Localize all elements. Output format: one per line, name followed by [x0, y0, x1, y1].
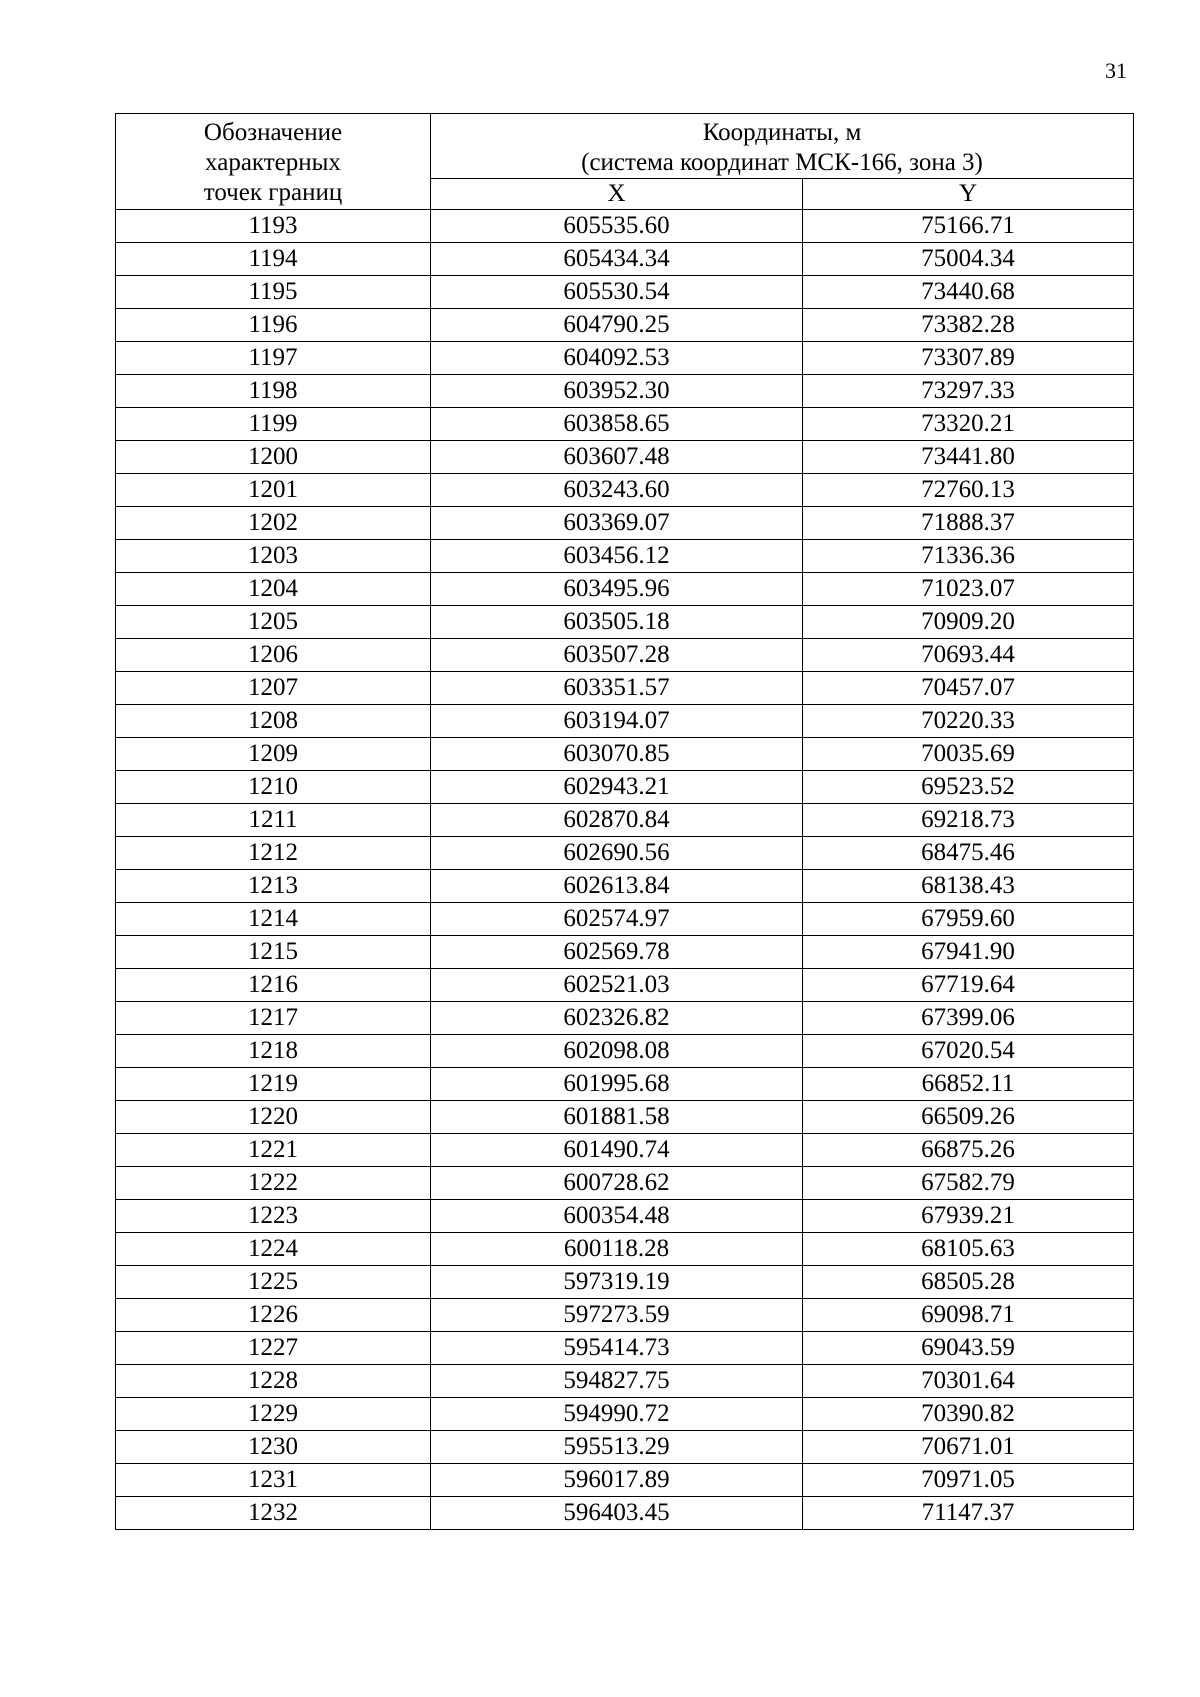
y-coordinate-cell: 70035.69 — [803, 738, 1134, 771]
table-row — [116, 1332, 1134, 1365]
y-coordinate-cell: 68505.28 — [803, 1266, 1134, 1299]
y-coordinate-cell: 71023.07 — [803, 573, 1134, 606]
x-coordinate-cell: 594827.75 — [431, 1365, 803, 1398]
point-number-cell: 1224 — [116, 1233, 431, 1266]
x-coordinate-cell: 603351.57 — [431, 672, 803, 705]
x-coordinate-cell: 595414.73 — [431, 1332, 803, 1365]
table-row — [116, 1497, 1134, 1530]
point-number-cell: 1231 — [116, 1464, 431, 1497]
table-row — [116, 1200, 1134, 1233]
x-coordinate-cell: 603495.96 — [431, 573, 803, 606]
point-number-cell: 1216 — [116, 969, 431, 1002]
coordinate-system-subtitle: (система координат МСК-166, зона 3) — [581, 149, 983, 176]
y-coordinate-cell: 67020.54 — [803, 1035, 1134, 1068]
y-column-header: Y — [803, 179, 1134, 210]
point-number-cell: 1232 — [116, 1497, 431, 1530]
table-body — [116, 210, 1134, 1530]
x-coordinate-cell: 603952.30 — [431, 375, 803, 408]
table-row — [116, 606, 1134, 639]
y-coordinate-cell: 70301.64 — [803, 1365, 1134, 1398]
point-number-cell: 1223 — [116, 1200, 431, 1233]
x-coordinate-cell: 603505.18 — [431, 606, 803, 639]
y-coordinate-cell: 72760.13 — [803, 474, 1134, 507]
coordinates-table — [115, 113, 1134, 1530]
y-coordinate-cell: 67941.90 — [803, 936, 1134, 969]
table-row — [116, 870, 1134, 903]
table-row — [116, 672, 1134, 705]
x-coordinate-cell: 602613.84 — [431, 870, 803, 903]
table-row — [116, 474, 1134, 507]
coordinates-title: Координаты, м — [702, 119, 862, 146]
table-row — [116, 771, 1134, 804]
table-row — [116, 573, 1134, 606]
point-designation-header: Обозначение характерных точек границ — [116, 114, 431, 210]
table-row — [116, 276, 1134, 309]
x-coordinate-cell: 602870.84 — [431, 804, 803, 837]
y-coordinate-cell: 70693.44 — [803, 639, 1134, 672]
y-coordinate-cell: 67719.64 — [803, 969, 1134, 1002]
table-row — [116, 1134, 1134, 1167]
y-coordinate-cell: 70971.05 — [803, 1464, 1134, 1497]
point-number-cell: 1193 — [116, 210, 431, 243]
point-number-cell: 1213 — [116, 870, 431, 903]
point-number-cell: 1229 — [116, 1398, 431, 1431]
table-row — [116, 903, 1134, 936]
point-number-cell: 1203 — [116, 540, 431, 573]
point-number-cell: 1206 — [116, 639, 431, 672]
point-number-cell: 1209 — [116, 738, 431, 771]
x-coordinate-cell: 595513.29 — [431, 1431, 803, 1464]
point-number-cell: 1219 — [116, 1068, 431, 1101]
x-coordinate-cell: 602569.78 — [431, 936, 803, 969]
point-number-cell: 1212 — [116, 837, 431, 870]
table-row — [116, 1002, 1134, 1035]
table-row — [116, 1068, 1134, 1101]
x-coordinate-cell: 601881.58 — [431, 1101, 803, 1134]
table-row — [116, 210, 1134, 243]
y-coordinate-cell: 75166.71 — [803, 210, 1134, 243]
page-number: 31 — [1105, 58, 1127, 83]
x-coordinate-cell: 603456.12 — [431, 540, 803, 573]
table-row — [116, 969, 1134, 1002]
point-number-cell: 1199 — [116, 408, 431, 441]
x-coordinate-cell: 605434.34 — [431, 243, 803, 276]
point-number-cell: 1202 — [116, 507, 431, 540]
point-number-cell: 1200 — [116, 441, 431, 474]
y-coordinate-cell: 67399.06 — [803, 1002, 1134, 1035]
x-coordinate-cell: 603070.85 — [431, 738, 803, 771]
point-number-cell: 1211 — [116, 804, 431, 837]
point-number-cell: 1195 — [116, 276, 431, 309]
table-row — [116, 408, 1134, 441]
x-column-header: X — [431, 179, 803, 210]
y-coordinate-cell: 73382.28 — [803, 309, 1134, 342]
point-number-cell: 1225 — [116, 1266, 431, 1299]
point-number-cell: 1221 — [116, 1134, 431, 1167]
y-coordinate-cell: 69523.52 — [803, 771, 1134, 804]
x-coordinate-cell: 602690.56 — [431, 837, 803, 870]
coordinates-header — [431, 114, 1134, 179]
point-number-cell: 1204 — [116, 573, 431, 606]
x-coordinate-cell: 596403.45 — [431, 1497, 803, 1530]
y-coordinate-cell: 69043.59 — [803, 1332, 1134, 1365]
x-coordinate-cell: 605530.54 — [431, 276, 803, 309]
x-coordinate-cell: 603507.28 — [431, 639, 803, 672]
x-coordinate-cell: 602521.03 — [431, 969, 803, 1002]
x-coordinate-cell: 594990.72 — [431, 1398, 803, 1431]
y-coordinate-cell: 70671.01 — [803, 1431, 1134, 1464]
x-coordinate-cell: 597319.19 — [431, 1266, 803, 1299]
x-coordinate-cell: 596017.89 — [431, 1464, 803, 1497]
table-row — [116, 738, 1134, 771]
table-row — [116, 1167, 1134, 1200]
point-number-cell: 1226 — [116, 1299, 431, 1332]
table-row — [116, 309, 1134, 342]
x-coordinate-cell: 603369.07 — [431, 507, 803, 540]
x-coordinate-cell: 602574.97 — [431, 903, 803, 936]
y-coordinate-cell: 70909.20 — [803, 606, 1134, 639]
table-row — [116, 1101, 1134, 1134]
y-coordinate-cell: 69098.71 — [803, 1299, 1134, 1332]
table-row — [116, 375, 1134, 408]
x-coordinate-cell: 603194.07 — [431, 705, 803, 738]
y-coordinate-cell: 73297.33 — [803, 375, 1134, 408]
y-coordinate-cell: 75004.34 — [803, 243, 1134, 276]
table-row — [116, 705, 1134, 738]
x-coordinate-cell: 603607.48 — [431, 441, 803, 474]
y-coordinate-cell: 71336.36 — [803, 540, 1134, 573]
y-coordinate-cell: 73320.21 — [803, 408, 1134, 441]
x-coordinate-cell: 604790.25 — [431, 309, 803, 342]
point-number-cell: 1198 — [116, 375, 431, 408]
y-coordinate-cell: 67959.60 — [803, 903, 1134, 936]
point-number-cell: 1215 — [116, 936, 431, 969]
y-coordinate-cell: 67582.79 — [803, 1167, 1134, 1200]
table-row — [116, 1233, 1134, 1266]
x-coordinate-cell: 603243.60 — [431, 474, 803, 507]
point-number-cell: 1201 — [116, 474, 431, 507]
y-coordinate-cell: 70457.07 — [803, 672, 1134, 705]
point-number-cell: 1220 — [116, 1101, 431, 1134]
table-row — [116, 1398, 1134, 1431]
table-row — [116, 1365, 1134, 1398]
x-coordinate-cell: 605535.60 — [431, 210, 803, 243]
table-row — [116, 507, 1134, 540]
y-coordinate-cell: 71147.37 — [803, 1497, 1134, 1530]
point-number-cell: 1207 — [116, 672, 431, 705]
y-coordinate-cell: 70390.82 — [803, 1398, 1134, 1431]
point-number-cell: 1210 — [116, 771, 431, 804]
point-number-cell: 1205 — [116, 606, 431, 639]
point-number-cell: 1194 — [116, 243, 431, 276]
point-number-cell: 1217 — [116, 1002, 431, 1035]
point-number-cell: 1218 — [116, 1035, 431, 1068]
y-coordinate-cell: 68105.63 — [803, 1233, 1134, 1266]
y-coordinate-cell: 68138.43 — [803, 870, 1134, 903]
x-coordinate-cell: 602326.82 — [431, 1002, 803, 1035]
point-number-cell: 1196 — [116, 309, 431, 342]
x-coordinate-cell: 601490.74 — [431, 1134, 803, 1167]
x-coordinate-cell: 597273.59 — [431, 1299, 803, 1332]
y-coordinate-cell: 73440.68 — [803, 276, 1134, 309]
table-row — [116, 1299, 1134, 1332]
y-coordinate-cell: 73441.80 — [803, 441, 1134, 474]
x-coordinate-cell: 600354.48 — [431, 1200, 803, 1233]
point-number-cell: 1208 — [116, 705, 431, 738]
y-coordinate-cell: 69218.73 — [803, 804, 1134, 837]
y-coordinate-cell: 71888.37 — [803, 507, 1134, 540]
y-coordinate-cell: 66509.26 — [803, 1101, 1134, 1134]
point-number-cell: 1227 — [116, 1332, 431, 1365]
x-coordinate-cell: 602943.21 — [431, 771, 803, 804]
table-row — [116, 342, 1134, 375]
y-coordinate-cell: 67939.21 — [803, 1200, 1134, 1233]
table-row — [116, 639, 1134, 672]
point-number-cell: 1230 — [116, 1431, 431, 1464]
point-number-cell: 1228 — [116, 1365, 431, 1398]
y-coordinate-cell: 66875.26 — [803, 1134, 1134, 1167]
table-row — [116, 936, 1134, 969]
y-coordinate-cell: 68475.46 — [803, 837, 1134, 870]
table-row — [116, 1431, 1134, 1464]
point-number-cell: 1197 — [116, 342, 431, 375]
table-row — [116, 837, 1134, 870]
table-header — [116, 114, 1134, 210]
point-number-cell: 1222 — [116, 1167, 431, 1200]
point-number-cell: 1214 — [116, 903, 431, 936]
table-row — [116, 1266, 1134, 1299]
table-row — [116, 1464, 1134, 1497]
table-row — [116, 243, 1134, 276]
y-coordinate-cell: 66852.11 — [803, 1068, 1134, 1101]
table-row — [116, 441, 1134, 474]
table-row — [116, 804, 1134, 837]
x-coordinate-cell: 603858.65 — [431, 408, 803, 441]
x-coordinate-cell: 604092.53 — [431, 342, 803, 375]
table-row — [116, 1035, 1134, 1068]
y-coordinate-cell: 70220.33 — [803, 705, 1134, 738]
x-coordinate-cell: 600728.62 — [431, 1167, 803, 1200]
x-coordinate-cell: 602098.08 — [431, 1035, 803, 1068]
x-coordinate-cell: 601995.68 — [431, 1068, 803, 1101]
x-coordinate-cell: 600118.28 — [431, 1233, 803, 1266]
table-row — [116, 540, 1134, 573]
y-coordinate-cell: 73307.89 — [803, 342, 1134, 375]
